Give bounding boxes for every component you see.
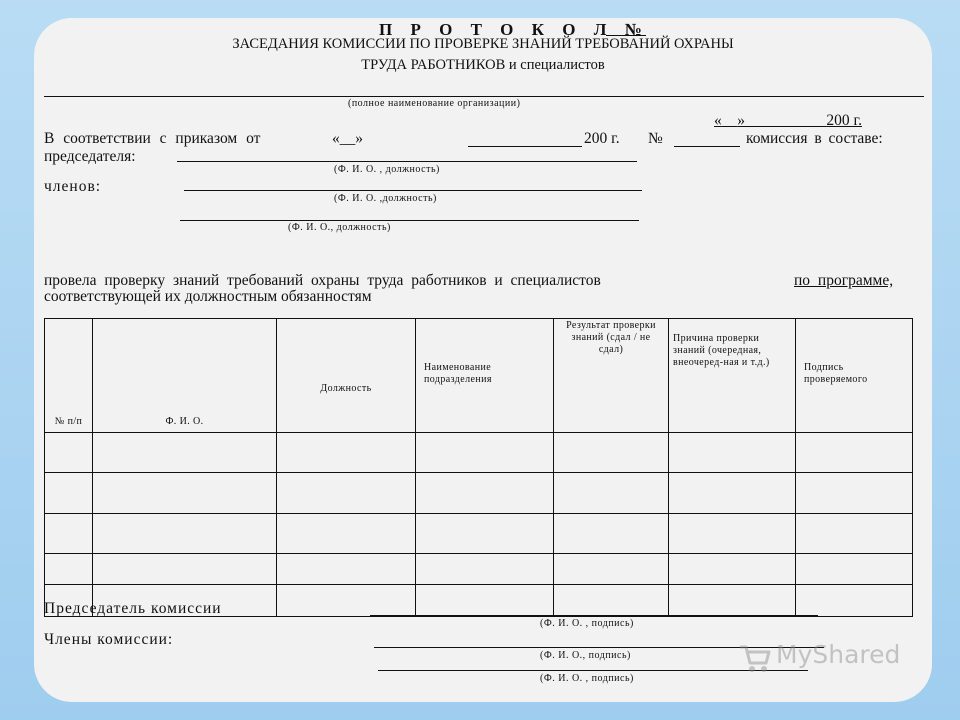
table-cell[interactable] [554, 585, 669, 617]
table-cell[interactable] [416, 433, 554, 473]
check-statement-2: соответствующей их должностным обязанностям [44, 288, 372, 305]
header-signature: Подпись проверяемого [796, 319, 913, 433]
table-cell[interactable] [796, 433, 913, 473]
header-position: Должность [277, 319, 416, 433]
footer-chairman-caption: (Ф. И. О. , подпись) [540, 618, 634, 629]
check-program: по программе, [794, 272, 894, 289]
protocol-title: П Р О Т О К О Л № [379, 20, 642, 39]
table-cell[interactable] [669, 554, 796, 585]
protocol-subtitle: ЗАСЕДАНИЯ КОМИССИИ ПО ПРОВЕРКЕ ЗНАНИЙ ТРЕБОВАНИЙ ОХРАНЫ [232, 36, 734, 52]
header-name: Ф. И. О. [93, 319, 277, 433]
table-cell[interactable] [416, 514, 554, 554]
footer-member-caption-2: (Ф. И. О. , подпись) [540, 673, 634, 684]
chairman-caption: (Ф. И. О. , должность) [334, 164, 440, 175]
organization-caption: (полное наименование организации) [348, 98, 521, 109]
order-number-sign: № [648, 130, 663, 147]
header-number: № п/п [45, 319, 93, 433]
members-label: членов: [44, 178, 102, 195]
watermark-logo [738, 640, 900, 675]
order-commission-text: комиссия в составе: [746, 130, 883, 147]
table-cell[interactable] [45, 473, 93, 514]
order-year: 200 г. [584, 130, 620, 147]
table-row [45, 554, 913, 585]
table-header-row [45, 319, 913, 433]
chairman-label: председателя: [44, 148, 136, 165]
table-cell[interactable] [554, 473, 669, 514]
table-cell[interactable] [277, 433, 416, 473]
table-row [45, 433, 913, 473]
results-table [44, 318, 913, 617]
table-cell[interactable] [669, 473, 796, 514]
header-result: Результат проверки знаний (сдал / не сдал) [554, 319, 669, 433]
table-cell[interactable] [416, 585, 554, 617]
table-cell[interactable] [554, 514, 669, 554]
table-cell[interactable] [93, 433, 277, 473]
table-cell[interactable] [669, 585, 796, 617]
footer-chairman-line [370, 615, 818, 616]
table-cell[interactable] [554, 554, 669, 585]
table-row [45, 473, 913, 514]
document-date: « » 200 г. [714, 112, 862, 129]
footer-chairman-label: Председатель комиссии [44, 600, 222, 617]
member-caption-1: (Ф. И. О. ,должность) [334, 193, 437, 204]
table-cell[interactable] [796, 554, 913, 585]
order-date-quote: «__» [332, 130, 363, 147]
chairman-line [177, 161, 637, 162]
table-cell[interactable] [416, 554, 554, 585]
header-department: Наименование подразделения [416, 319, 554, 433]
member-caption-2: (Ф. И. О., должность) [288, 222, 391, 233]
table-cell[interactable] [554, 433, 669, 473]
table-cell[interactable] [669, 514, 796, 554]
table-cell[interactable] [796, 473, 913, 514]
document-sheet [34, 18, 932, 702]
table-row [45, 514, 913, 554]
order-date-line [468, 146, 582, 147]
table-cell[interactable] [93, 473, 277, 514]
table-cell[interactable] [416, 473, 554, 514]
member-line-2 [180, 220, 639, 221]
table-cell[interactable] [277, 554, 416, 585]
footer-member-caption-1: (Ф. И. О., подпись) [540, 650, 631, 661]
order-text: В соответствии с приказом от [44, 130, 261, 147]
watermark-text: MyShared [776, 640, 901, 669]
organization-line [44, 96, 924, 97]
table-cell[interactable] [277, 585, 416, 617]
table-cell[interactable] [796, 514, 913, 554]
table-cell[interactable] [45, 554, 93, 585]
table-cell[interactable] [45, 433, 93, 473]
table-cell[interactable] [277, 514, 416, 554]
table-cell[interactable] [277, 473, 416, 514]
table-cell[interactable] [796, 585, 913, 617]
footer-members-label: Члены комиссии: [44, 631, 174, 648]
table-cell[interactable] [93, 514, 277, 554]
table-cell[interactable] [45, 514, 93, 554]
table-cell[interactable] [93, 554, 277, 585]
check-statement: провела проверку знаний требований охраны труда работников и специалистов [44, 272, 601, 289]
cart-icon [738, 643, 772, 675]
header-reason: Причина проверки знаний (очередная, внеочеред-ная и т.д.) [669, 319, 796, 433]
table-cell[interactable] [669, 433, 796, 473]
order-number-line [674, 146, 740, 147]
protocol-subtitle-2: ТРУДА РАБОТНИКОВ и специалистов [361, 57, 605, 73]
member-line-1 [184, 190, 642, 191]
